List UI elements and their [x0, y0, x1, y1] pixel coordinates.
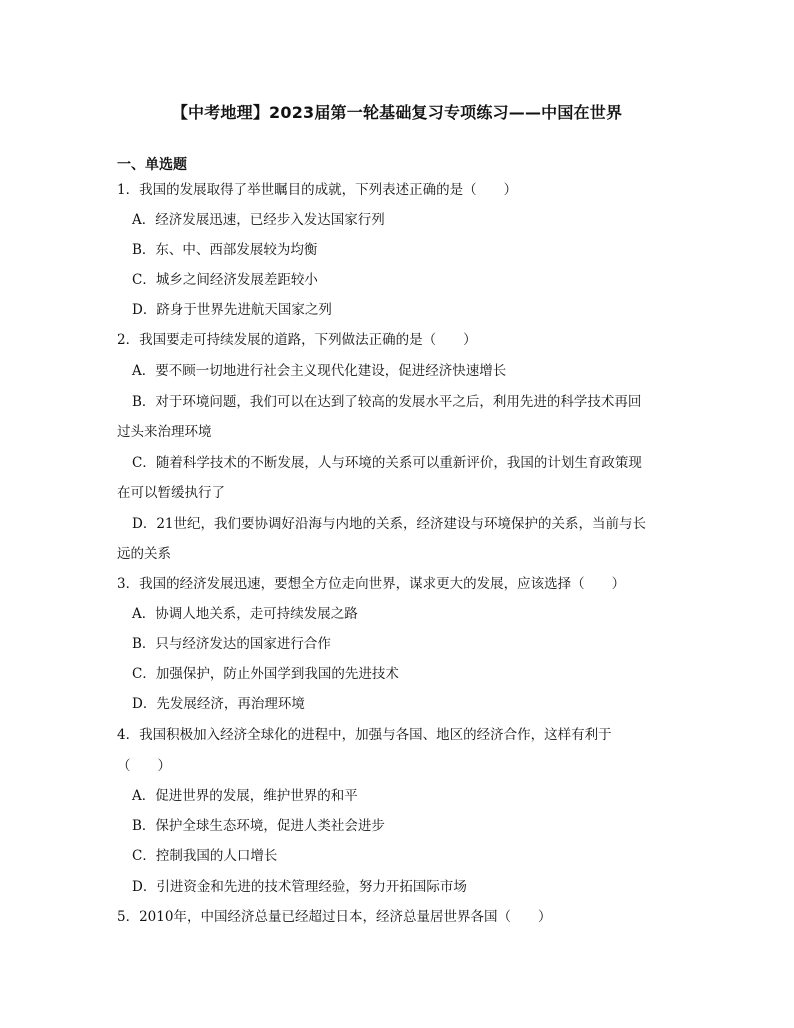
question-4-stem-cont: （ ） [117, 758, 171, 774]
question-3-option-a: A．协调人地关系，走可持续发展之路 [132, 606, 358, 622]
question-4-option-c: C．控制我国的人口增长 [132, 848, 278, 864]
question-2-option-c-cont: 在可以暂缓执行了 [117, 485, 225, 501]
question-4-option-b: B．保护全球生态环境，促进人类社会进步 [132, 818, 385, 834]
question-2-option-a: A．要不顾一切地进行社会主义现代化建设，促进经济快速增长 [132, 363, 507, 379]
question-5-stem: 5．2010年，中国经济总量已经超过日本，经济总量居世界各国（ ） [117, 909, 552, 925]
question-1-option-b: B．东、中、西部发展较为均衡 [132, 242, 318, 258]
question-2-stem: 2．我国要走可持续发展的道路，下列做法正确的是（ ） [117, 332, 477, 348]
question-4-option-a: A．促进世界的发展，维护世界的和平 [132, 788, 358, 804]
question-2-option-c: C．随着科学技术的不断发展，人与环境的关系可以重新评价，我国的计划生育政策现 [132, 455, 642, 471]
question-1-option-c: C．城乡之间经济发展差距较小 [132, 272, 318, 288]
question-1-option-d: D．跻身于世界先进航天国家之列 [132, 302, 332, 318]
question-2-option-b-cont: 过头来治理环境 [117, 424, 212, 440]
question-4-stem: 4．我国积极加入经济全球化的进程中，加强与各国、地区的经济合作，这样有利于 [117, 727, 612, 743]
page-title: 【中考地理】2023届第一轮基础复习专项练习——中国在世界 [171, 103, 623, 122]
question-2-option-d-cont: 远的关系 [117, 546, 171, 562]
question-3-option-b: B．只与经济发达的国家进行合作 [132, 636, 331, 652]
section-title: 一、单选题 [117, 157, 187, 173]
question-2-option-b: B．对于环境问题，我们可以在达到了较高的发展水平之后，利用先进的科学技术再回 [132, 394, 642, 410]
question-3-option-c: C．加强保护，防止外国学到我国的先进技术 [132, 666, 399, 682]
question-3-stem: 3．我国的经济发展迅速，要想全方位走向世界，谋求更大的发展，应该选择（ ） [117, 576, 626, 592]
question-4-option-d: D．引进资金和先进的技术管理经验，努力开拓国际市场 [132, 879, 467, 895]
question-2-option-d: D．21世纪，我们要协调好沿海与内地的关系，经济建设与环境保护的关系，当前与长 [132, 516, 647, 532]
question-3-option-d: D．先发展经济，再治理环境 [132, 696, 305, 712]
question-1-stem: 1．我国的发展取得了举世瞩目的成就，下列表述正确的是（ ） [117, 182, 518, 198]
question-1-option-a: A．经济发展迅速，已经步入发达国家行列 [132, 212, 385, 228]
